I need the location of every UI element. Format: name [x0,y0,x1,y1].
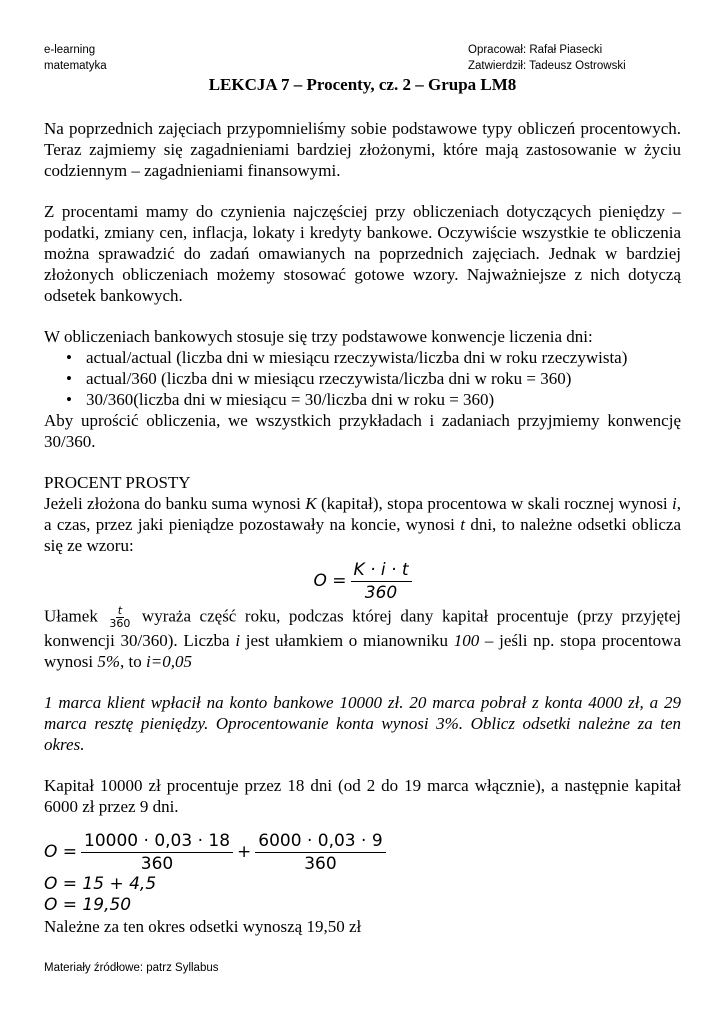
equation-step: O = 15 + 4,5 [44,874,157,894]
list-item: • 30/360(liczba dni w miesiącu = 30/liczba dni w roku = 360) [66,390,495,409]
list-item: • actual/actual (liczba dni w miesiącu rzeczywista/liczba dni w roku rzeczywista) [66,348,628,367]
header-approver: Zatwierdził: Tadeusz Ostrowski [468,60,626,72]
header-right [468,42,626,74]
solution-text: Kapitał 10000 zł procentuje przez 18 dni (od 2 do 19 marca włącznie), a następnie kapitał 6000 zł przez 9 dni. [44,776,681,816]
formula-denominator: 360 [364,583,398,603]
bullet-icon: • [66,390,72,409]
footer-sources: Materiały źródłowe: patrz Syllabus [44,962,219,974]
equation-result: O = 19,50 [44,895,132,915]
header-subject: matematyka [44,60,107,72]
money-paragraph: Z procentami mamy do czynienia najczęściej przy obliczeniach dotyczących pieniędzy – podatki, zmiany cen, inflacja, lokaty i kredyty bankowe. Oczywiście wszystkie te obliczenia można sprawadzić do zadań omawianych na poprzednich zajęciach. Jednak w bardziej złożonych obliczeniach możemy stosować gotowe wzory. Najważniejsze z nich dotyczą odsetek bankowych. [44,202,681,305]
conventions-list [44,347,681,410]
list-item: • actual/360 (liczba dni w miesiącu rzeczywista/liczba dni w roku = 360) [66,369,572,388]
page-title: LEKCJA 7 – Procenty, cz. 2 – Grupa LM8 [208,75,517,94]
interest-formula: O = $\frac{K \cdot i \cdot t}{360}$ [44,560,681,603]
fraction-explanation: Ułamek $\frac{t}{360}$ wyraża część roku, podczas której dany kapitał procentuje (przy przyjętej konwencji 30/360). Liczba i jest ułamkiem o mianowniku 100 – jeśli np. stopa procentowa wynosi 5%, to i=0,05 [44,604,681,671]
header-course: e-learning [44,44,96,56]
header-left [44,42,107,74]
bullet-icon: • [66,348,72,367]
bullet-icon: • [66,369,72,388]
simple-interest-definition: Jeżeli złożona do banku suma wynosi K (kapitał), stopa procentowa w skali rocznej wynosi i, a czas, przez jaki pieniądze pozostawały na koncie, wynosi t dni, to należne odsetki oblicza się ze wzoru: [44,494,681,555]
example-task: 1 marca klient wpłacił na konto bankowe 10000 zł. 20 marca pobrał z konta 4000 zł, a 29 marca resztę pieniędzy. Oprocentowanie konta wynosi 3%. Oblicz odsetki należne za ten okres. [44,693,681,754]
formula-numerator: K · i · t [351,560,412,582]
header-author: Opracował: Rafał Piasecki [468,44,603,56]
section-heading: PROCENT PROSTY [44,473,191,492]
conventions-intro: W obliczeniach bankowych stosuje się trzy podstawowe konwencje liczenia dni: [44,327,593,346]
intro-paragraph: Na poprzednich zajęciach przypomnieliśmy sobie podstawowe typy obliczeń procentowych. Teraz zajmiemy się zagadnieniami bardziej złożonymi, które mają zastosowanie w życiu codziennym – zagadnieniami finansowymi. [44,119,681,180]
document-body [44,118,681,937]
solution-equation: O = $\frac{10000 \cdot 0,03 \cdot 18}{360}$ + $\frac{6000 \cdot 0,03 \cdot 9}{360}$ [44,831,681,874]
conclusion: Należne za ten okres odsetki wynoszą 19,50 zł [44,917,362,936]
conventions-outro: Aby uprościć obliczenia, we wszystkich przykładach i zadaniach przyjmiemy konwencję 30/360. [44,411,681,451]
